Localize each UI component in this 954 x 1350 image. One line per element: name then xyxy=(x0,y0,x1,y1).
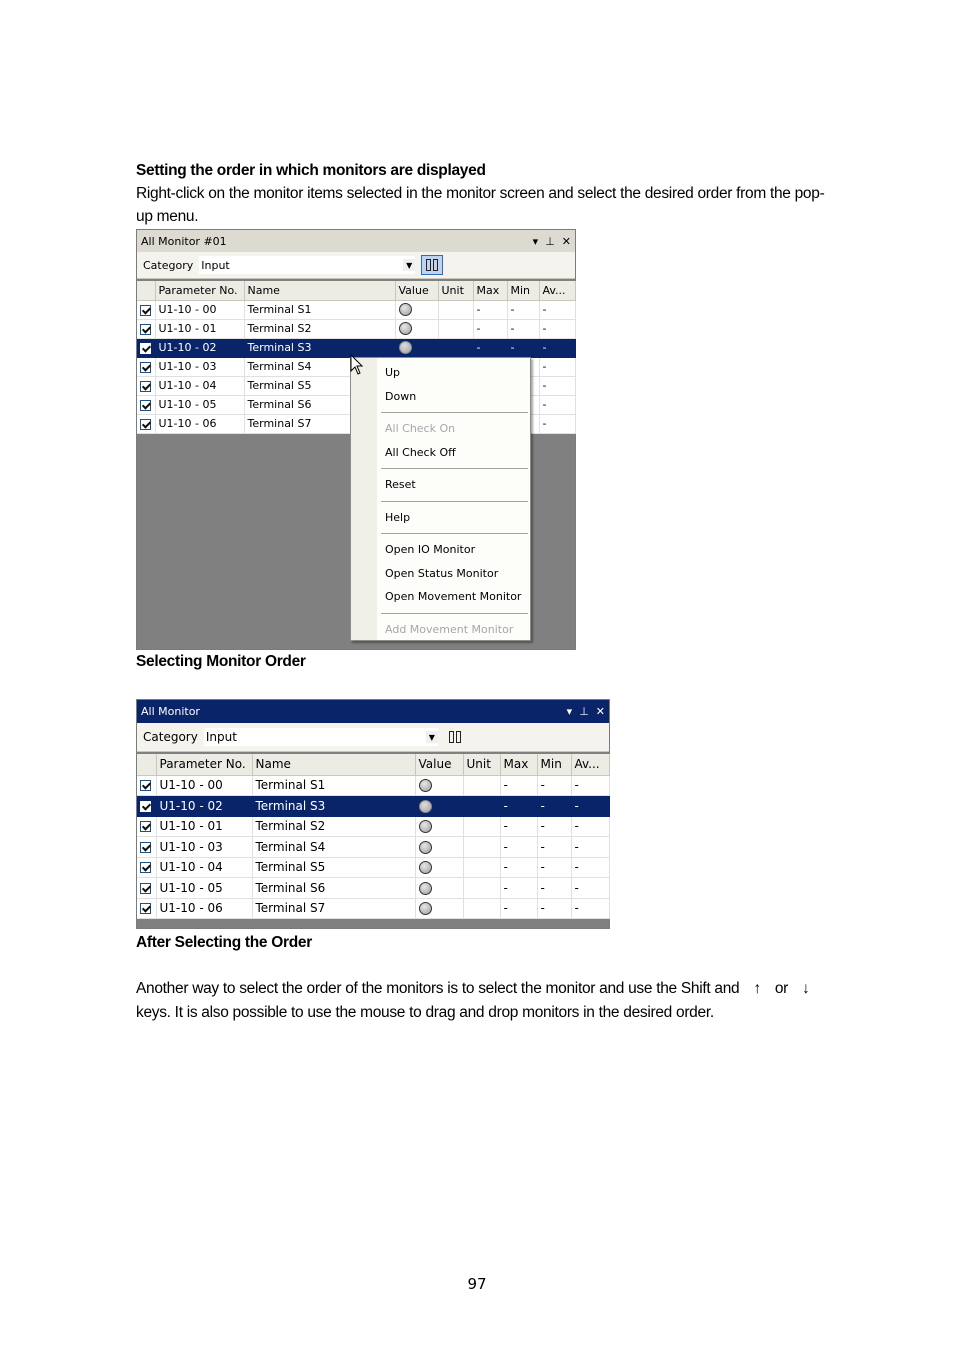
header-corner-cell xyxy=(137,754,156,775)
value-cell xyxy=(415,898,463,919)
parameter-no-cell: U1-10 - 03 xyxy=(155,357,244,376)
av-cell: - xyxy=(539,357,575,376)
outro-text-line2: keys. It is also possible to use the mouse to drag and drop monitors in the desired order. xyxy=(136,1004,714,1021)
parameter-no-cell: U1-10 - 00 xyxy=(155,300,244,319)
name-cell: Terminal S3 xyxy=(252,796,415,817)
window2-dropdown-icon[interactable]: ▾ xyxy=(566,705,573,718)
row-checkbox[interactable] xyxy=(140,305,151,316)
checkbox-cell xyxy=(137,395,155,414)
parameter-no-cell: U1-10 - 02 xyxy=(156,796,252,817)
checkbox-cell xyxy=(137,376,155,395)
checkbox-cell xyxy=(137,338,155,357)
checkbox-cell xyxy=(137,837,156,858)
menu-item[interactable]: Open IO Monitor xyxy=(385,543,476,556)
av-cell: - xyxy=(571,857,609,878)
av-cell: - xyxy=(539,414,575,433)
value-indicator-icon xyxy=(399,303,412,316)
menu-item[interactable]: All Check Off xyxy=(385,446,456,459)
mouse-pointer-icon xyxy=(350,354,364,376)
or-word: or xyxy=(774,980,789,997)
checkbox-cell xyxy=(137,857,156,878)
row-checkbox[interactable] xyxy=(140,381,151,392)
window2-columns-icon[interactable] xyxy=(444,727,466,747)
av-cell: - xyxy=(571,837,609,858)
column-header[interactable]: Parameter No. xyxy=(156,754,252,775)
window2-category-value: Input xyxy=(205,730,237,744)
min-cell: - xyxy=(537,775,571,796)
window2-category-bar xyxy=(137,723,609,752)
value-cell xyxy=(395,338,438,357)
av-cell: - xyxy=(571,898,609,919)
window2-close-icon[interactable]: ✕ xyxy=(595,705,605,718)
unit-cell xyxy=(463,857,500,878)
value-cell xyxy=(415,857,463,878)
parameter-no-cell: U1-10 - 01 xyxy=(156,816,252,837)
row-checkbox[interactable] xyxy=(140,362,151,373)
column-header[interactable]: Value xyxy=(395,281,438,300)
min-cell: - xyxy=(507,338,539,357)
menu-item[interactable]: Down xyxy=(385,390,417,403)
value-indicator-icon xyxy=(419,820,432,833)
max-cell: - xyxy=(500,837,537,858)
window2-monitor-table xyxy=(137,754,610,919)
av-cell: - xyxy=(571,796,609,817)
table-row[interactable] xyxy=(137,300,575,319)
parameter-no-cell: U1-10 - 01 xyxy=(155,319,244,338)
row-checkbox[interactable] xyxy=(140,400,151,411)
parameter-no-cell: U1-10 - 05 xyxy=(156,878,252,899)
menu-separator xyxy=(381,412,528,413)
menu-item: All Check On xyxy=(385,422,456,435)
parameter-no-cell: U1-10 - 04 xyxy=(156,857,252,878)
min-cell: - xyxy=(507,300,539,319)
unit-cell xyxy=(463,816,500,837)
column-header[interactable]: Unit xyxy=(438,281,473,300)
max-cell: - xyxy=(500,898,537,919)
row-checkbox[interactable] xyxy=(140,343,151,354)
min-cell: - xyxy=(537,837,571,858)
window1-category-chevron-down-icon[interactable]: ▼ xyxy=(403,259,415,271)
value-indicator-icon xyxy=(419,841,432,854)
parameter-no-cell: U1-10 - 06 xyxy=(155,414,244,433)
checkbox-cell xyxy=(137,898,156,919)
value-indicator-icon xyxy=(419,800,432,813)
row-checkbox[interactable] xyxy=(140,903,151,914)
max-cell: - xyxy=(473,338,507,357)
checkbox-cell xyxy=(137,357,155,376)
checkbox-cell xyxy=(137,816,156,837)
column-header[interactable]: Av... xyxy=(571,754,609,775)
unit-cell xyxy=(463,796,500,817)
value-indicator-icon xyxy=(399,341,412,354)
av-cell: - xyxy=(571,775,609,796)
name-cell: Terminal S7 xyxy=(244,414,395,433)
value-cell xyxy=(415,878,463,899)
name-cell: Terminal S4 xyxy=(244,357,395,376)
menu-item[interactable]: Open Status Monitor xyxy=(385,567,499,580)
row-checkbox[interactable] xyxy=(140,862,151,873)
value-indicator-icon xyxy=(419,902,432,915)
unit-cell xyxy=(438,319,473,338)
section-heading: Setting the order in which monitors are displayed xyxy=(136,162,486,179)
parameter-no-cell: U1-10 - 02 xyxy=(155,338,244,357)
window1-dropdown-icon[interactable]: ▾ xyxy=(532,234,539,248)
table-row[interactable] xyxy=(137,857,609,878)
av-cell: - xyxy=(571,878,609,899)
window1-close-icon[interactable]: ✕ xyxy=(561,234,571,248)
unit-cell xyxy=(463,898,500,919)
outro-text-line1-main: Another way to select the order of the monitors is to select the monitor and use the Shift and xyxy=(136,980,740,997)
arrow-down-key-icon: ↓ xyxy=(802,980,810,997)
parameter-no-cell: U1-10 - 03 xyxy=(156,837,252,858)
menu-item[interactable]: Open Movement Monitor xyxy=(385,590,522,603)
window2-pin-icon[interactable]: ⊥ xyxy=(579,705,589,718)
table-row[interactable] xyxy=(137,775,609,796)
menu-separator xyxy=(381,613,528,614)
table-row[interactable] xyxy=(137,816,609,837)
table-row[interactable] xyxy=(137,796,609,817)
value-cell xyxy=(415,816,463,837)
column-header[interactable]: Max xyxy=(500,754,537,775)
value-cell xyxy=(415,837,463,858)
av-cell: - xyxy=(539,319,575,338)
checkbox-cell xyxy=(137,300,155,319)
window1-pin-icon[interactable]: ⊥ xyxy=(545,234,555,248)
window1-category-bar xyxy=(137,252,575,279)
window1-title: All Monitor #01 xyxy=(141,234,227,248)
intro-text-line2: up menu. xyxy=(136,208,199,225)
min-cell: - xyxy=(537,878,571,899)
name-cell: Terminal S7 xyxy=(252,898,415,919)
window1-titlebar xyxy=(137,230,575,252)
value-indicator-icon xyxy=(419,779,432,792)
header-corner-cell xyxy=(137,281,155,300)
min-cell: - xyxy=(537,816,571,837)
monitor-window-2 xyxy=(136,699,610,929)
av-cell: - xyxy=(539,300,575,319)
column-header[interactable]: Unit xyxy=(463,754,500,775)
min-cell: - xyxy=(537,796,571,817)
menu-separator xyxy=(381,533,528,534)
intro-text-line1: Right-click on the monitor items selected in the monitor screen and select the desired order from the pop- xyxy=(136,185,825,202)
av-cell: - xyxy=(539,395,575,414)
max-cell: - xyxy=(500,796,537,817)
max-cell: - xyxy=(500,878,537,899)
row-checkbox[interactable] xyxy=(140,883,151,894)
name-cell: Terminal S5 xyxy=(244,376,395,395)
value-indicator-icon xyxy=(399,322,412,335)
name-cell: Terminal S1 xyxy=(244,300,395,319)
unit-cell xyxy=(463,878,500,899)
window2-category-chevron-down-icon[interactable]: ▼ xyxy=(426,731,438,743)
window1-category-value: Input xyxy=(201,258,230,272)
column-header[interactable]: Value xyxy=(415,754,463,775)
checkbox-cell xyxy=(137,878,156,899)
min-cell: - xyxy=(507,319,539,338)
checkbox-cell xyxy=(137,796,156,817)
window1-category-label: Category xyxy=(143,258,194,272)
parameter-no-cell: U1-10 - 06 xyxy=(156,898,252,919)
name-cell: Terminal S4 xyxy=(252,837,415,858)
window1-category-select[interactable] xyxy=(199,256,415,274)
monitor-window-1 xyxy=(136,229,576,650)
name-cell: Terminal S5 xyxy=(252,857,415,878)
page-number: 97 xyxy=(467,1275,487,1293)
name-cell: Terminal S6 xyxy=(244,395,395,414)
window2-titlebar xyxy=(137,700,609,723)
max-cell: - xyxy=(473,300,507,319)
column-header[interactable]: Name xyxy=(244,281,395,300)
value-cell xyxy=(395,300,438,319)
column-header[interactable]: Av... xyxy=(539,281,575,300)
outro-text-line1 xyxy=(136,980,809,998)
min-cell: - xyxy=(537,857,571,878)
window1-header-row xyxy=(137,281,575,300)
arrow-up-key-icon: ↑ xyxy=(753,980,761,997)
caption-after-selecting-order: After Selecting the Order xyxy=(136,934,312,951)
column-header[interactable]: Name xyxy=(252,754,415,775)
checkbox-cell xyxy=(137,775,156,796)
row-checkbox[interactable] xyxy=(140,780,151,791)
column-header[interactable]: Parameter No. xyxy=(155,281,244,300)
value-cell xyxy=(415,796,463,817)
menu-item[interactable]: Help xyxy=(385,511,411,524)
parameter-no-cell: U1-10 - 00 xyxy=(156,775,252,796)
table-row[interactable] xyxy=(137,878,609,899)
row-checkbox[interactable] xyxy=(140,801,151,812)
max-cell: - xyxy=(500,775,537,796)
unit-cell xyxy=(438,300,473,319)
column-header[interactable]: Min xyxy=(507,281,539,300)
av-cell: - xyxy=(571,816,609,837)
window2-title: All Monitor xyxy=(141,705,200,718)
value-indicator-icon xyxy=(419,861,432,874)
column-header[interactable]: Max xyxy=(473,281,507,300)
table-row[interactable] xyxy=(137,319,575,338)
row-checkbox[interactable] xyxy=(140,821,151,832)
window1-columns-icon[interactable] xyxy=(421,255,443,275)
unit-cell xyxy=(463,837,500,858)
name-cell: Terminal S3 xyxy=(244,338,395,357)
value-cell xyxy=(415,775,463,796)
caption-selecting-monitor-order: Selecting Monitor Order xyxy=(136,653,306,670)
unit-cell xyxy=(463,775,500,796)
name-cell: Terminal S2 xyxy=(252,816,415,837)
name-cell: Terminal S1 xyxy=(252,775,415,796)
column-header[interactable]: Min xyxy=(537,754,571,775)
value-cell xyxy=(395,319,438,338)
parameter-no-cell: U1-10 - 05 xyxy=(155,395,244,414)
min-cell: - xyxy=(537,898,571,919)
menu-item[interactable]: Reset xyxy=(385,478,416,491)
window2-category-label: Category xyxy=(143,730,198,744)
checkbox-cell xyxy=(137,319,155,338)
parameter-no-cell: U1-10 - 04 xyxy=(155,376,244,395)
row-checkbox[interactable] xyxy=(140,324,151,335)
menu-separator xyxy=(381,468,528,469)
av-cell: - xyxy=(539,338,575,357)
context-menu-strip xyxy=(351,358,377,640)
name-cell: Terminal S6 xyxy=(252,878,415,899)
value-indicator-icon xyxy=(419,882,432,895)
window2-category-select[interactable] xyxy=(204,728,438,746)
menu-separator xyxy=(381,501,528,502)
table-row[interactable] xyxy=(137,898,609,919)
name-cell: Terminal S2 xyxy=(244,319,395,338)
row-checkbox[interactable] xyxy=(140,419,151,430)
max-cell: - xyxy=(500,857,537,878)
table-row[interactable] xyxy=(137,837,609,858)
menu-item[interactable]: Up xyxy=(385,366,401,379)
max-cell: - xyxy=(500,816,537,837)
window2-header-row xyxy=(137,754,609,775)
max-cell: - xyxy=(473,319,507,338)
row-checkbox[interactable] xyxy=(140,842,151,853)
menu-item: Add Movement Monitor xyxy=(385,623,514,636)
av-cell: - xyxy=(539,376,575,395)
checkbox-cell xyxy=(137,414,155,433)
unit-cell xyxy=(438,338,473,357)
context-menu xyxy=(350,357,531,641)
